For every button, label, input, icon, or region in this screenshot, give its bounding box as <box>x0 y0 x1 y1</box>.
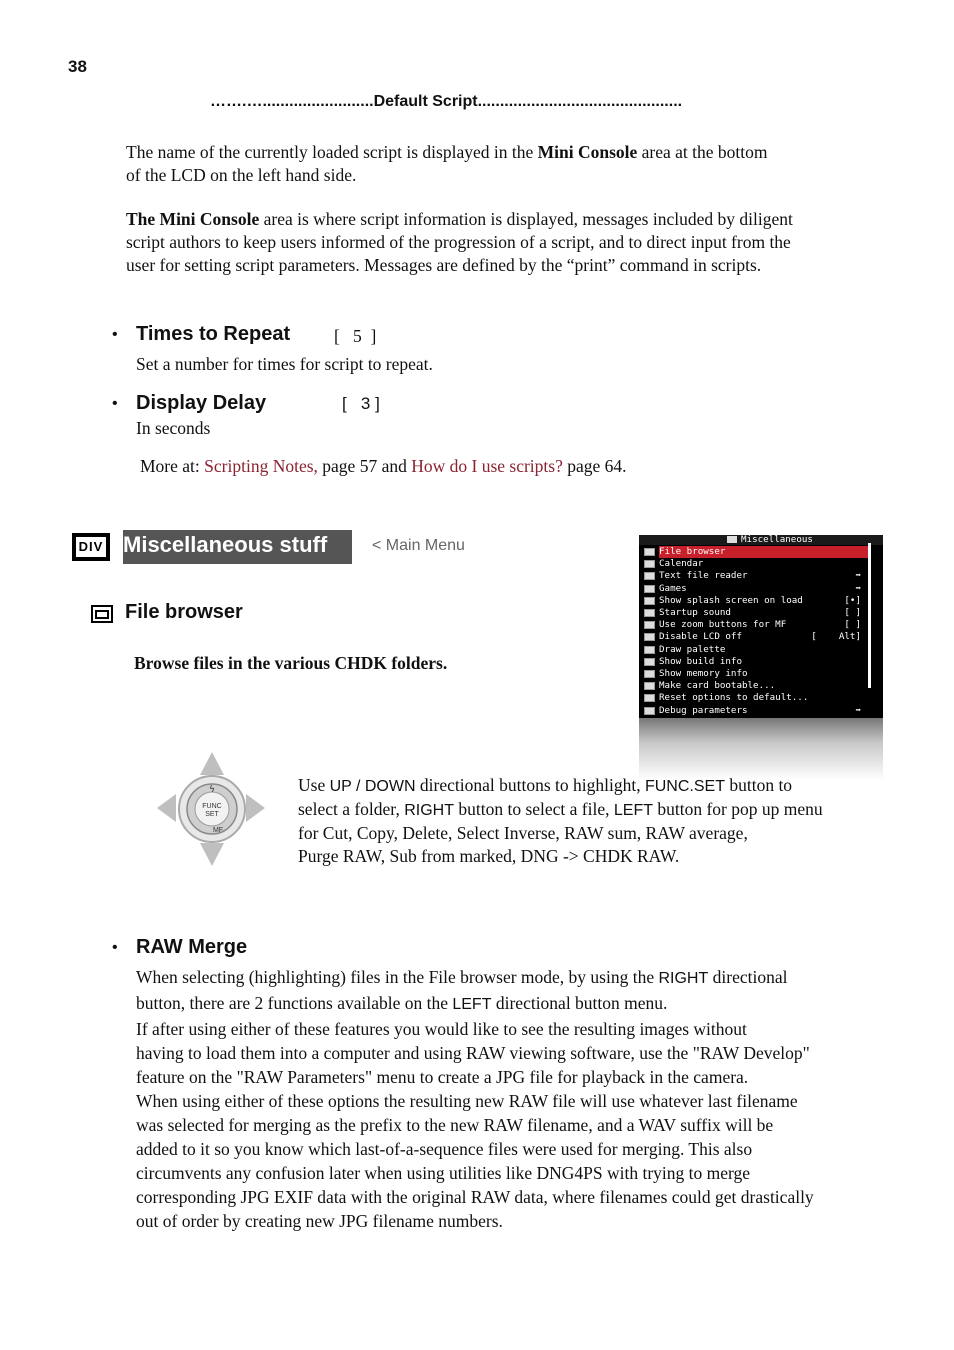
flash-icon: ϟ <box>209 785 215 795</box>
more-at-mid: page 57 and <box>317 456 412 476</box>
scripting-notes-link[interactable]: Scripting Notes, <box>204 456 318 476</box>
menu-item-icon <box>644 646 655 654</box>
bullet: • <box>112 326 118 343</box>
leader-left: …….…......................... <box>210 93 374 110</box>
menu-item-label: Debug parameters <box>659 704 748 716</box>
raw-merge-title: RAW Merge <box>136 936 248 958</box>
usage-text <box>298 774 898 868</box>
menu-scrollbar[interactable] <box>868 543 871 688</box>
menu-item-icon <box>644 560 655 568</box>
menu-item-label: Calendar <box>659 558 704 570</box>
page-number: 38 <box>68 57 87 76</box>
raw-merge-line: out of order by creating new JPG filename numbers. <box>136 1211 503 1231</box>
intro-text: of the LCD on the left hand side. <box>126 165 357 185</box>
more-at-prefix: More at: <box>140 456 205 476</box>
raw-merge-body <box>136 965 896 1233</box>
menu-item[interactable] <box>659 619 861 631</box>
menu-item-value: [•] <box>844 594 861 606</box>
more-at-suffix: page 64. <box>562 456 627 476</box>
intro-paragraph-1 <box>126 141 906 187</box>
menu-item-icon <box>644 694 655 702</box>
raw-merge-line: circumvents any confusion later when using utilities like DNG4PS with trying to merge <box>136 1163 751 1183</box>
menu-item-value: ➡ <box>855 570 861 582</box>
raw-merge-text: When selecting (highlighting) files in the File browser mode, by using the <box>136 967 659 987</box>
menu-item-label: Reset options to default... <box>659 692 809 704</box>
usage-text-part: button for pop up menu <box>653 799 823 819</box>
usage-text-part: button to <box>724 775 793 795</box>
how-do-i-use-scripts-link[interactable]: How do I use scripts? <box>411 456 563 476</box>
menu-item-icon <box>644 572 655 580</box>
option-label: Display Delay <box>136 392 267 414</box>
menu-item-icon <box>644 548 655 556</box>
menu-reflection <box>639 718 883 780</box>
section-title: Default Script <box>373 93 478 110</box>
bullet: • <box>112 395 118 412</box>
raw-merge-line: was selected for merging as the prefix to the new RAW filename, and a WAV suffix will be <box>136 1115 774 1135</box>
menu-item-label: Startup sound <box>659 607 731 618</box>
menu-item-value: [ ] <box>844 619 861 631</box>
option-label: Times to Repeat <box>136 323 291 345</box>
misc-title: Miscellaneous stuff <box>123 530 352 564</box>
raw-merge-line: added to it so you know which last-of-a-sequence files were used for merging. This also <box>136 1139 753 1159</box>
key-left: LEFT <box>452 996 492 1013</box>
intro-paragraph-2 <box>126 208 916 277</box>
key-func-set: FUNC.SET <box>644 778 725 795</box>
raw-merge-line: corresponding JPG EXIF data with the original RAW data, where filenames could get drastically <box>136 1187 814 1207</box>
raw-merge-line: If after using either of these features you would like to see the resulting images without <box>136 1019 747 1039</box>
menu-item-label: Use zoom buttons for MF <box>659 619 787 631</box>
file-browser-title: File browser <box>125 601 243 623</box>
raw-merge-text: directional <box>708 967 788 987</box>
dpad-right-arrow <box>246 794 265 822</box>
key-left: LEFT <box>613 802 653 819</box>
menu-item-value: [ ] <box>844 607 861 618</box>
menu-item-value: [ Alt] <box>811 631 861 643</box>
option-value: [ 3 ] <box>342 394 380 413</box>
raw-merge-text: directional button menu. <box>491 993 668 1013</box>
usage-text-part: Purge RAW, Sub from marked, DNG -> CHDK RAW. <box>298 846 680 866</box>
menu-item-label: Show splash screen on load <box>659 594 803 606</box>
menu-item[interactable] <box>659 595 861 607</box>
menu-item-icon <box>644 682 655 690</box>
key-right: RIGHT <box>658 970 709 987</box>
menu-item[interactable] <box>659 668 861 680</box>
key-up-down: UP / DOWN <box>329 778 416 795</box>
camera-menu-screenshot <box>639 535 883 718</box>
menu-item-icon <box>644 585 655 593</box>
raw-merge-line: When using either of these options the resulting new RAW file will use whatever last filename <box>136 1091 798 1111</box>
div-icon <box>72 533 110 561</box>
usage-text-part: button to select a file, <box>453 799 614 819</box>
menu-item-icon <box>644 658 655 666</box>
main-menu-breadcrumb[interactable]: < Main Menu <box>372 537 465 554</box>
menu-item-label: File browser <box>659 546 726 557</box>
option-description: Set a number for times for script to repeat. <box>136 354 433 374</box>
menu-item-label: Show build info <box>659 655 742 667</box>
menu-item[interactable] <box>659 558 861 570</box>
menu-item[interactable] <box>659 607 861 619</box>
raw-merge-line: feature on the "RAW Parameters" menu to create a JPG file for playback in the camera. <box>136 1067 749 1087</box>
menu-item[interactable] <box>659 705 861 717</box>
mini-console-term: The Mini Console <box>126 209 260 229</box>
menu-item[interactable] <box>659 656 861 668</box>
intro-text: script authors to keep users informed of the progression of a script, and to direct input from the <box>126 232 791 252</box>
dpad-up-arrow <box>200 752 224 775</box>
intro-text: area is where script information is displayed, messages included by diligent <box>259 209 793 229</box>
dpad-down-arrow <box>200 843 224 866</box>
leader-right: .............................................. <box>477 93 683 110</box>
div-icon-label: DIV <box>78 539 104 554</box>
menu-item-icon <box>644 633 655 641</box>
menu-item[interactable] <box>659 692 861 704</box>
dpad-left-arrow <box>157 794 176 822</box>
menu-item-value: ➡ <box>855 582 861 594</box>
raw-merge-text: button, there are 2 functions available on the <box>136 993 453 1013</box>
file-browser-description: Browse files in the various CHDK folders. <box>134 653 448 673</box>
menu-item[interactable] <box>659 680 861 692</box>
menu-item-label: Disable LCD off <box>659 631 742 643</box>
menu-item[interactable] <box>659 583 861 595</box>
menu-item[interactable] <box>659 570 861 582</box>
intro-text: area at the bottom <box>637 142 768 162</box>
section-header <box>210 93 682 111</box>
menu-item-icon <box>644 609 655 617</box>
dpad-mf-label: MF <box>212 827 224 834</box>
menu-item-label: Show memory info <box>659 668 748 679</box>
menu-item-label: Text file reader <box>659 570 748 582</box>
menu-item[interactable] <box>659 631 861 643</box>
menu-item[interactable] <box>659 644 861 656</box>
menu-item-icon <box>644 707 655 715</box>
raw-merge-line: having to load them into a computer and using RAW viewing software, use the "RAW Develop" <box>136 1043 810 1063</box>
dpad-func-label: FUNC <box>202 803 222 810</box>
usage-text-part: Use <box>298 775 330 795</box>
menu-title: Miscellaneous <box>741 534 813 545</box>
more-at <box>140 455 627 478</box>
menu-title-icon <box>727 536 737 543</box>
intro-text: user for setting script parameters. Messages are defined by the “print” command in scripts. <box>126 255 762 275</box>
menu-item-icon <box>644 621 655 629</box>
menu-item-label: Games <box>659 582 687 594</box>
menu-item-label: Make card bootable... <box>659 680 776 692</box>
menu-item-icon <box>644 670 655 678</box>
key-right: RIGHT <box>404 802 454 819</box>
option-value: [ 5 ] <box>334 326 377 346</box>
folder-icon <box>91 605 113 623</box>
mini-console-term: Mini Console <box>537 142 638 162</box>
menu-item-icon <box>644 597 655 605</box>
dpad-icon <box>155 750 267 868</box>
intro-text: The name of the currently loaded script is displayed in the <box>126 142 538 162</box>
usage-text-part: for Cut, Copy, Delete, Select Inverse, RAW sum, RAW average, <box>298 823 748 843</box>
usage-text-part: select a folder, <box>298 799 405 819</box>
bullet: • <box>112 939 118 956</box>
usage-text-part: directional buttons to highlight, <box>415 775 645 795</box>
menu-item-value: ➡ <box>855 704 861 716</box>
menu-item[interactable] <box>659 546 861 558</box>
menu-item-label: Draw palette <box>659 643 726 655</box>
dpad-set-label: SET <box>205 811 219 818</box>
option-description: In seconds <box>136 418 211 438</box>
